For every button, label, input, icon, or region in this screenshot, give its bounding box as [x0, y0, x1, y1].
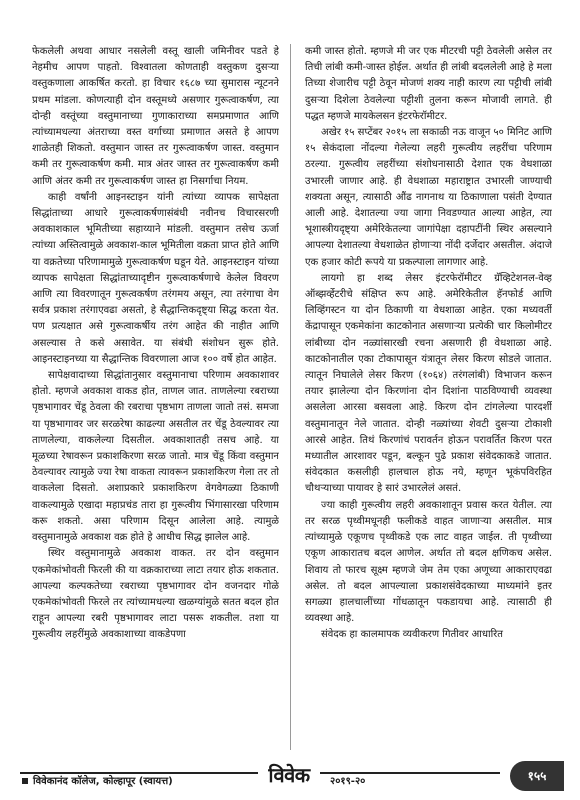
magazine-logo — [258, 760, 320, 794]
magazine-logo-text: विवेक — [268, 763, 310, 787]
right-column — [305, 44, 552, 750]
paragraph: काही वर्षांनी आइनस्टाइन यांनी त्यांच्या व्यापक सापेक्षता सिद्धांताच्या आधारे गुरूत्वाकर्षणासंबंधी नवीनच विचारसरणी अवकाशकाल भूमितीच्या सहाय्याने मांडली. वस्तुमान तसेच ऊर्जा त्यांच्या अस्तित्वामुळे अवकाश-काल भूमितीला वक्रता प्राप्त होते आणि या वक्रतेच्या परिणामामुळे गुरूत्वाकर्षण घडून येते. आइनस्टाइन यांच्या व्यापक सापेक्षता सिद्धांताच्यादृष्टीन गुरूत्वाकर्षणाचे केलेल विवरण आणि त्या विवरणातून गुरूत्वकर्षण तरंगमय असून, त्या तरंगाचा वेग सर्वत्र प्रकाश तरंगाएवढा असतो, हे सैद्धान्तिकदृष्ट्या सिद्ध करता येत. पण प्रत्यक्षात असे गुरूत्वाकर्षीय तरंग आहेत की नाहीत आणि असल्यास ते कसे असावेत. या संबंधी संशोधन सुरू होते. आइनस्टाइनच्या या सैद्धान्तिक विवरणाला आज १०० वर्षे होत आहेत. — [32, 191, 279, 365]
left-column — [32, 44, 279, 750]
page-footer — [0, 758, 580, 800]
paragraph: स्थिर वस्तुमानामुळे अवकाश वाकत. तर दोन वस्तुमान एकमेकांभोवती फिरली की या वक्रकाराच्या लाटा तयार होऊ शकतात. आपल्या कल्पकतेच्या रबराच्या पृष्ठभागावर दोन वजनदार गोळे एकमेकांभोवती फिरले तर त्यांच्यामधल्या खळग्यांमुळे सतत बदल होत राहून आपल्या रबरी पृष्ठभागावर लाटा पसरू शकतील. तशा या गुरूत्वीय लहरींमुळे अवकाशाच्या वाकडेपणा — [32, 548, 279, 641]
footer-college — [22, 773, 173, 787]
square-bullet-icon — [22, 778, 28, 784]
paragraph: संवेदक हा कालमापक व्यवीकरण गितीवर आधारित — [321, 629, 503, 641]
paragraph: कमी जास्त होतो. म्हणजे मी जर एक मीटरची पट्टी ठेवलेली असेल तर तिची लांबी कमी-जास्त होईल. अर्थात ही लांबी बदललेली आहे हे मला तिच्या शेजारीच पट्टी ठेवून मोजणं शक्य नाही कारण त्या पट्टीची लांबी दुसऱ्या दिशेला ठेवलेल्या पट्टीशी तुलना करून मोजावी लागते. ही पद्धत म्हणजे मायकेलसन इंटरफेरॉमीटर. — [305, 46, 552, 122]
page-number-tab — [510, 761, 564, 791]
paragraph: लायगो हा शब्द लेसर इंटरफेरॉमीटर ग्रॅव्हिटेशनल-वेव्ह ऑब्झर्व्हेटरीचे संक्षिप्त रूप आहे. अमेरिकेतील हॅनफोर्ड आणि लिव्हिंगस्टन या दोन ठिकाणी या वेधशाळा आहेत. एका मध्यवर्ती केंद्रापासून एकमेकांना काटकोनात असणाऱ्या प्रत्येकी चार किलोमीटर लांबीच्या दोन नळ्यांसारखी रचना असणारी ही वेधशाळा आहे. काटकोनातील एका टोकापासून यंत्रातून लेसर किरण सोडले जातात. त्यातून निघालेले लेसर किरण (१०६४) तरंगलांबी) विभाजन करून तयार झालेल्या दोन किरणांना दोन दिशांना पाठविण्याची व्यवस्था असलेला आरसा बसवला आहे. किरण दोन टांगलेल्या पारदर्शी वस्तुमानातून नेले जातात. दोन्ही नळ्यांच्या शेवटी दुसऱ्या टोकाशी आरसे आहेत. तिथं किरणांचं परावर्तन होऊन परावर्तित किरण परत मध्यातील आरशावर पडून, बल्कून पुढे प्रकाश संवेदकाकडे जातात. संवेदकात कसलीही हालचाल होऊ नये, म्हणून भूकंपविरहित चौथऱ्याच्या पायावर हे सारं उभारलेलं असतं. — [305, 272, 552, 495]
paragraph: सापेक्षवादाच्या सिद्धांतानुसार वस्तुमानाचा परिणाम अवकाशावर होतो. म्हणजे अवकाश वाकड होत, ताणल जात. ताणलेल्या रबराच्या पृष्ठभागावर चेंडू ठेवला की रबराचा पृष्ठभाग ताणला जातो तसं. समजा या पृष्ठभागावर जर सरळरेषा काढल्या असतील तर चेंडू ठेवल्यावर त्या ताणलेल्या, वाकलेल्या दिसतील. अवकाशातही तसच आहे. या मूळच्या रेषावरून प्रकाशकिरणा सरळ जातो. मात्र चेंडू किंवा वस्तुमान ठेवल्यावर त्यामुळे ज्या रेषा वाकता त्यावरून प्रकाशकिरण गेला तर तो वाकलेला दिसतो. अशाप्रकारे प्रकाशकिरण वेगवेगळ्या ठिकाणी वाकल्यामुळे एखादा महाप्रचंड तारा हा गुरूत्वीय भिंगासारखा परिणाम करू शकतो. असा परिणाम दिसून आलेला आहे. त्यामुळे वस्तुमानामुळे अवकाश वक्र होते हे आधीच सिद्ध झालेल आहे. — [32, 370, 279, 544]
paragraph: फेकलेली अथवा आधार नसलेली वस्तू खाली जमिनीवर पडते हे नेहमीच आपण पाहतो. विश्वातला कोणताही वस्तुकण दुसऱ्या वस्तुकणाला आकर्षित करतो. हा विचार १६८७ च्या सुमारास न्यूटनने प्रथम मांडला. कोणत्याही दोन वस्तूमध्ये असणार गुरूत्वाकर्षण, त्या दोन्ही वस्तूंच्या वस्तुमानाच्या गुणाकाराच्या समप्रमाणात आणि त्यांच्यामधल्या अंतराच्या वस्त वर्गाच्या प्रमाणात असते हे आपण शाळेतही शिकतो. वस्तुमान जास्त तर गुरूत्वाकर्षण जास्त. वस्तुमान कमी तर गुरूत्वाकर्षण कमी. मात्र अंतर जास्त तर गुरूत्वाकर्षण कमी आणि अंतर कमी तर गुरूत्वाकर्षण जास्त हा निसर्गाचा नियम. — [32, 46, 279, 187]
column-divider — [290, 44, 291, 750]
paragraph: ज्या काही गुरूत्वीय लहरी अवकाशातून प्रवास करत येतील. त्या तर सरळ पृथ्वीमधूनही फलीकडे वाहत जाणाऱ्या असतील. मात्र त्यांच्यामुळे एकूणच पृथ्वीकडे एक लाट वाहत जाईल. ती पृथ्वीच्या एकूण आकारातच बदल आणेल. अर्थात तो बदल क्षणिकच असेल. शिवाय तो फारच सूक्ष्म म्हणजे जेम तेम एका अणूच्या आकाराएवढा असेल. तो बदल आपल्याला प्रकाशसंवेदकाच्या माध्यमांने इतर सगळ्या हालचालींच्या गोंधळातून पकडायचा आहे. त्यासाठी ही व्यवस्था आहे. — [305, 499, 552, 625]
college-name: विवेकानंद कॉलेज, कोल्हापूर (स्वायत्त) — [33, 776, 173, 787]
footer-year: २०१९-२० — [330, 776, 366, 787]
paragraph: अखेर १५ सप्टेंबर २०१५ ला सकाळी नऊ वाजून ५० मिनिट आणि १५ सेकंदाला नोंदल्या गेलेल्या लहरी गुरूत्वीय लहरींचा परिणाम ठरल्या. गुरूत्वीय लहरींच्या संशोधनासाठी देशात एक वेधशाळा उभारली जाणार आहे. ही वेधशाळा महाराष्ट्रात उभारली जाण्याची शक्यता असून, त्यासाठी औंढ नागनाथ या ठिकाणाला पसंती देण्यात आली आहे. देशातल्या ज्या जागा निवडण्यात आल्या आहेत, त्या भूशास्त्रीयदृष्ट्या अमेरिकेतल्या जागांपेक्षा दहापटींनी स्थिर असल्याने आपल्या देशातल्या वेधशाळेत होणाऱ्या नोंदी दर्जेदार असतील. अंदाजे एक हजार कोटी रूपये या प्रकल्पाला लागणार आहे. — [305, 127, 552, 268]
page-number: १५५ — [527, 769, 547, 783]
